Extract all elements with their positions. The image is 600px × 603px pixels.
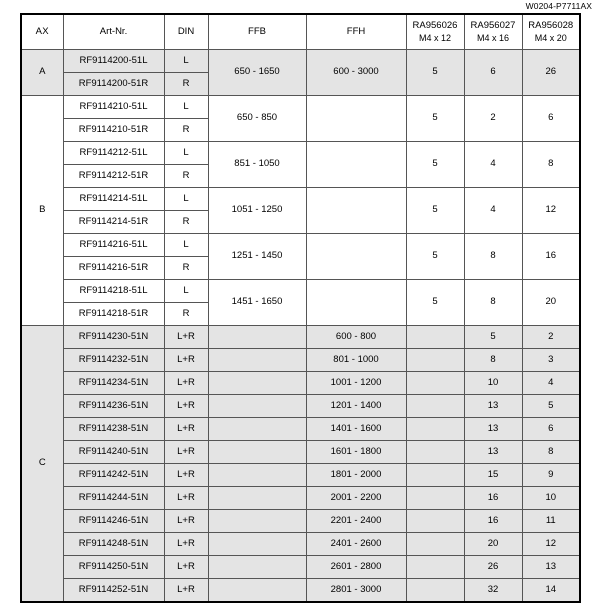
cell-ffh: 600 - 800	[306, 326, 406, 349]
table-row	[21, 510, 580, 533]
cell-ffb	[208, 579, 306, 603]
cell-ra956027: 4	[464, 188, 522, 234]
cell-ra956028: 11	[522, 510, 580, 533]
cell-ra956028: 5	[522, 395, 580, 418]
cell-ffb: 650 - 1650	[208, 50, 306, 96]
cell-din: L+R	[164, 533, 208, 556]
cell-article-number: RF9114214-51L	[63, 188, 164, 211]
column-header-label: Art-Nr.	[99, 25, 128, 37]
cell-article-number: RF9114252-51N	[63, 579, 164, 603]
table-body	[21, 50, 580, 603]
column-header-label: RA956028	[528, 19, 574, 31]
cell-ra956026	[406, 510, 464, 533]
table-row	[21, 349, 580, 372]
cell-din: R	[164, 73, 208, 96]
cell-ffb	[208, 372, 306, 395]
cell-ffb	[208, 533, 306, 556]
table-row	[21, 556, 580, 579]
cell-ra956026	[406, 464, 464, 487]
cell-ffb: 1251 - 1450	[208, 234, 306, 280]
cell-ra956026	[406, 556, 464, 579]
cell-din: L+R	[164, 464, 208, 487]
cell-ra956027: 13	[464, 441, 522, 464]
cell-article-number: RF9114218-51R	[63, 303, 164, 326]
column-header-ra1	[406, 14, 464, 50]
cell-din: L	[164, 96, 208, 119]
cell-article-number: RF9114216-51L	[63, 234, 164, 257]
cell-ra956027: 6	[464, 50, 522, 96]
cell-ra956027: 4	[464, 142, 522, 188]
cell-ra956028: 8	[522, 441, 580, 464]
cell-din: L+R	[164, 395, 208, 418]
document-code: W0204-P7711AX	[525, 1, 592, 11]
column-header-label: RA956026	[412, 19, 458, 31]
cell-ffh	[306, 234, 406, 280]
cell-din: L+R	[164, 418, 208, 441]
cell-ra956027: 2	[464, 96, 522, 142]
cell-ra956028: 13	[522, 556, 580, 579]
cell-ra956028: 20	[522, 280, 580, 326]
cell-ffb	[208, 441, 306, 464]
cell-ffb: 650 - 850	[208, 96, 306, 142]
cell-article-number: RF9114200-51L	[63, 50, 164, 73]
cell-ra956026: 5	[406, 142, 464, 188]
cell-ffh: 2001 - 2200	[306, 487, 406, 510]
table-row	[21, 142, 580, 165]
cell-din: R	[164, 211, 208, 234]
cell-ra956028: 9	[522, 464, 580, 487]
cell-din: L+R	[164, 556, 208, 579]
cell-din: R	[164, 303, 208, 326]
cell-ra956027: 8	[464, 280, 522, 326]
column-header-label: DIN	[177, 25, 195, 37]
cell-ra956028: 6	[522, 96, 580, 142]
table-row	[21, 50, 580, 73]
table-row	[21, 441, 580, 464]
column-header-ffh	[306, 14, 406, 50]
cell-ra956026: 5	[406, 50, 464, 96]
cell-article-number: RF9114232-51N	[63, 349, 164, 372]
cell-ra956028: 2	[522, 326, 580, 349]
table-row	[21, 280, 580, 303]
cell-ra956028: 6	[522, 418, 580, 441]
cell-din: L+R	[164, 487, 208, 510]
column-header-label: RA956027	[470, 19, 516, 31]
cell-ffh: 2801 - 3000	[306, 579, 406, 603]
cell-ra956026	[406, 349, 464, 372]
cell-ra956026	[406, 372, 464, 395]
cell-article-number: RF9114246-51N	[63, 510, 164, 533]
table-row	[21, 326, 580, 349]
cell-ffb	[208, 395, 306, 418]
cell-article-number: RF9114200-51R	[63, 73, 164, 96]
cell-article-number: RF9114210-51L	[63, 96, 164, 119]
cell-din: L+R	[164, 326, 208, 349]
cell-ra956028: 16	[522, 234, 580, 280]
table-row	[21, 487, 580, 510]
cell-article-number: RF9114248-51N	[63, 533, 164, 556]
cell-article-number: RF9114236-51N	[63, 395, 164, 418]
column-header-ra3	[522, 14, 580, 50]
column-header-sublabel: M4 x 16	[476, 32, 509, 43]
cell-ffb	[208, 326, 306, 349]
column-header-sublabel: M4 x 20	[534, 32, 567, 43]
cell-article-number: RF9114210-51R	[63, 119, 164, 142]
cell-ra956027: 20	[464, 533, 522, 556]
column-header-ra2	[464, 14, 522, 50]
cell-article-number: RF9114244-51N	[63, 487, 164, 510]
cell-ra956027: 13	[464, 395, 522, 418]
cell-ra956027: 26	[464, 556, 522, 579]
column-header-ffb	[208, 14, 306, 50]
cell-ffh: 801 - 1000	[306, 349, 406, 372]
table-row	[21, 464, 580, 487]
cell-article-number: RF9114238-51N	[63, 418, 164, 441]
cell-din: L	[164, 50, 208, 73]
cell-ffb	[208, 349, 306, 372]
cell-din: L+R	[164, 579, 208, 603]
column-header-label: FFB	[248, 25, 266, 37]
cell-ra956028: 14	[522, 579, 580, 603]
cell-ffb	[208, 510, 306, 533]
table-row	[21, 418, 580, 441]
column-header-label: FFH	[346, 25, 366, 37]
cell-article-number: RF9114250-51N	[63, 556, 164, 579]
cell-ffh: 1601 - 1800	[306, 441, 406, 464]
ax-specification-table	[20, 13, 581, 603]
cell-ra956027: 16	[464, 487, 522, 510]
cell-din: L	[164, 280, 208, 303]
cell-article-number: RF9114214-51R	[63, 211, 164, 234]
cell-ra956026: 5	[406, 96, 464, 142]
header-row	[21, 14, 580, 50]
cell-ffh	[306, 280, 406, 326]
column-header-art	[63, 14, 164, 50]
cell-din: L	[164, 234, 208, 257]
cell-ra956028: 4	[522, 372, 580, 395]
column-header-label: AX	[35, 25, 49, 37]
cell-ffh: 2601 - 2800	[306, 556, 406, 579]
cell-ffb	[208, 464, 306, 487]
table-row	[21, 234, 580, 257]
column-header-sublabel: M4 x 12	[418, 32, 451, 43]
cell-din: R	[164, 165, 208, 188]
cell-din: L+R	[164, 372, 208, 395]
cell-ffb	[208, 556, 306, 579]
table-header	[21, 14, 580, 50]
cell-article-number: RF9114234-51N	[63, 372, 164, 395]
cell-din: L	[164, 188, 208, 211]
cell-ra956026: 5	[406, 234, 464, 280]
table-row	[21, 188, 580, 211]
cell-ffh: 1201 - 1400	[306, 395, 406, 418]
cell-din: R	[164, 119, 208, 142]
cell-ra956026: 5	[406, 188, 464, 234]
cell-article-number: RF9114218-51L	[63, 280, 164, 303]
cell-ra956028: 12	[522, 533, 580, 556]
cell-ra956026	[406, 487, 464, 510]
cell-ra956028: 12	[522, 188, 580, 234]
table-row	[21, 372, 580, 395]
cell-ffh	[306, 188, 406, 234]
group-label-B: B	[21, 96, 63, 326]
table-row	[21, 96, 580, 119]
cell-ffh: 2201 - 2400	[306, 510, 406, 533]
cell-ra956027: 32	[464, 579, 522, 603]
cell-ra956026	[406, 395, 464, 418]
table-row	[21, 579, 580, 603]
cell-ffh	[306, 142, 406, 188]
cell-ra956028: 10	[522, 487, 580, 510]
column-header-ax	[21, 14, 63, 50]
group-label-A: A	[21, 50, 63, 96]
cell-ra956026	[406, 418, 464, 441]
cell-din: L+R	[164, 510, 208, 533]
cell-ffb: 851 - 1050	[208, 142, 306, 188]
cell-ra956027: 16	[464, 510, 522, 533]
ax-table-container	[20, 13, 580, 603]
cell-ffb: 1451 - 1650	[208, 280, 306, 326]
cell-ffh: 1001 - 1200	[306, 372, 406, 395]
cell-article-number: RF9114230-51N	[63, 326, 164, 349]
cell-ffh	[306, 96, 406, 142]
cell-din: L+R	[164, 441, 208, 464]
cell-ra956027: 8	[464, 349, 522, 372]
cell-ra956027: 15	[464, 464, 522, 487]
cell-article-number: RF9114216-51R	[63, 257, 164, 280]
column-header-din	[164, 14, 208, 50]
cell-ra956026	[406, 441, 464, 464]
cell-ra956026	[406, 579, 464, 603]
cell-din: L+R	[164, 349, 208, 372]
table-row	[21, 395, 580, 418]
cell-ra956028: 8	[522, 142, 580, 188]
cell-ra956027: 8	[464, 234, 522, 280]
cell-article-number: RF9114240-51N	[63, 441, 164, 464]
cell-ra956026: 5	[406, 280, 464, 326]
table-row	[21, 533, 580, 556]
cell-ffb	[208, 418, 306, 441]
group-label-C: C	[21, 326, 63, 603]
cell-din: L	[164, 142, 208, 165]
cell-article-number: RF9114242-51N	[63, 464, 164, 487]
cell-ra956027: 5	[464, 326, 522, 349]
cell-ffh: 600 - 3000	[306, 50, 406, 96]
cell-ra956028: 26	[522, 50, 580, 96]
cell-ra956026	[406, 533, 464, 556]
cell-ra956027: 10	[464, 372, 522, 395]
cell-ra956026	[406, 326, 464, 349]
cell-ra956028: 3	[522, 349, 580, 372]
cell-ffb	[208, 487, 306, 510]
cell-ffh: 2401 - 2600	[306, 533, 406, 556]
cell-ffb: 1051 - 1250	[208, 188, 306, 234]
cell-ffh: 1401 - 1600	[306, 418, 406, 441]
cell-din: R	[164, 257, 208, 280]
cell-article-number: RF9114212-51L	[63, 142, 164, 165]
cell-article-number: RF9114212-51R	[63, 165, 164, 188]
cell-ffh: 1801 - 2000	[306, 464, 406, 487]
cell-ra956027: 13	[464, 418, 522, 441]
